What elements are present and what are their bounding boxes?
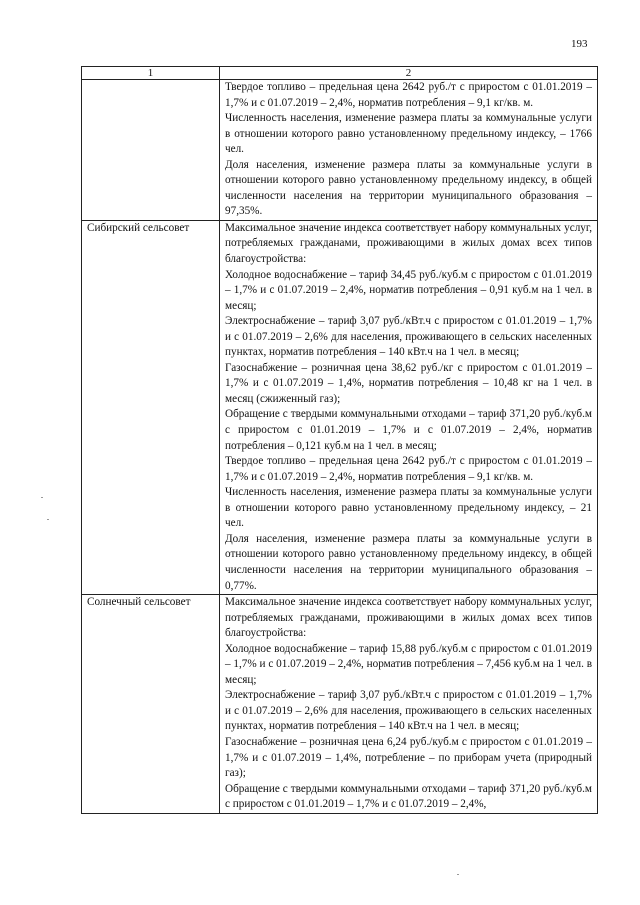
column-header-1: 1 (82, 67, 220, 80)
description-cell (220, 220, 598, 594)
table-row (82, 80, 598, 221)
description-paragraph: Обращение с твердыми коммунальными отходами – тариф 371,20 руб./куб.м с приростом с 01.01.2019 – 1,7% и с 01.07.2019 – 2,4%, (225, 782, 592, 811)
description-paragraph: Газоснабжение – розничная цена 6,24 руб./куб.м с приростом с 01.01.2019 – 1,7% и с 01.07.2019 – 1,4%, потребление – по приборам учета (природный газ); (225, 735, 592, 780)
description-paragraph: Максимальное значение индекса соответствует набору коммунальных услуг, потребляемых гражданами, проживающими в жилых домах всех типов благоустройства: (225, 221, 592, 266)
table-header-row (82, 67, 598, 80)
description-paragraph: Максимальное значение индекса соответствует набору коммунальных услуг, потребляемых гражданами, проживающими в жилых домах всех типов благоустройства: (225, 596, 592, 640)
table-row (82, 220, 598, 594)
description-paragraph: Численность населения, изменение размера платы за коммунальные услуги в отношении которого равно установленному предельному индексу, – 1766 чел. (225, 112, 592, 156)
description-paragraph: Доля населения, изменение размера платы за коммунальные услуги в отношении которого равно установленному предельному индексу, в общей численности населения на территории муниципального образования – 97,35%. (225, 158, 592, 218)
page-number: 193 (571, 38, 588, 50)
table-row (82, 595, 598, 814)
description-paragraph: Газоснабжение – розничная цена 38,62 руб./кг с приростом с 01.01.2019 – 1,7% и с 01.07.2019 – 1,4%, норматив потребления – 10,48 кг на 1 чел. в месяц (сжиженный газ); (225, 361, 592, 405)
description-paragraph: Твердое топливо – предельная цена 2642 руб./т с приростом с 01.01.2019 – 1,7% и с 01.07.2019 – 2,4%, норматив потребления – 9,1 кг/кв. м. (225, 455, 592, 483)
tariff-table (81, 66, 598, 814)
description-paragraph: Электроснабжение – тариф 3,07 руб./кВт.ч с приростом с 01.01.2019 – 1,7% и с 01.07.2019 – 2,6% для населения, проживающего в сельских населенных пунктах, норматив потребления – 140 кВт.ч на 1 чел. в месяц; (225, 315, 592, 359)
description-cell (220, 595, 598, 814)
scan-speck (457, 874, 459, 875)
description-paragraph: Холодное водоснабжение – тариф 34,45 руб./куб.м с приростом с 01.01.2019 – 1,7% и с 01.07.2019 – 2,4%, норматив потребления – 0,91 куб.м на 1 чел. в месяц; (225, 268, 592, 312)
municipality-cell (82, 80, 220, 221)
municipality-cell: Солнечный сельсовет (82, 595, 220, 814)
description-paragraph: Твердое топливо – предельная цена 2642 руб./т с приростом с 01.01.2019 – 1,7% и с 01.07.2019 – 2,4%, норматив потребления – 9,1 кг/кв. м. (225, 81, 592, 109)
scan-speck (47, 519, 49, 520)
column-header-2: 2 (220, 67, 598, 80)
description-paragraph: Электроснабжение – тариф 3,07 руб./кВт.ч с приростом с 01.01.2019 – 1,7% и с 01.07.2019 – 2,6% для населения, проживающего в сельских населенных пунктах, норматив потребления – 140 кВт.ч на 1 чел. в месяц; (225, 689, 592, 733)
description-paragraph: Холодное водоснабжение – тариф 15,88 руб./куб.м с приростом с 01.01.2019 – 1,7% и с 01.07.2019 – 2,4%, норматив потребления – 7,456 куб.м на 1 чел. в месяц; (225, 642, 592, 686)
scan-speck (41, 497, 43, 498)
description-paragraph: Численность населения, изменение размера платы за коммунальные услуги в отношении которого равно установленному предельному индексу, – 21 чел. (225, 486, 592, 530)
description-paragraph: Доля населения, изменение размера платы за коммунальные услуги в отношении которого равно установленному предельному индексу, в общей численности населения на территории муниципального образования – 0,77%. (225, 532, 592, 592)
municipality-cell: Сибирский сельсовет (82, 220, 220, 594)
description-cell (220, 80, 598, 221)
description-paragraph: Обращение с твердыми коммунальными отходами – тариф 371,20 руб./куб.м с приростом с 01.01.2019 – 1,7% и с 01.07.2019 – 2,4%, норматив потребления – 0,121 куб.м на 1 чел. в месяц; (225, 408, 592, 452)
